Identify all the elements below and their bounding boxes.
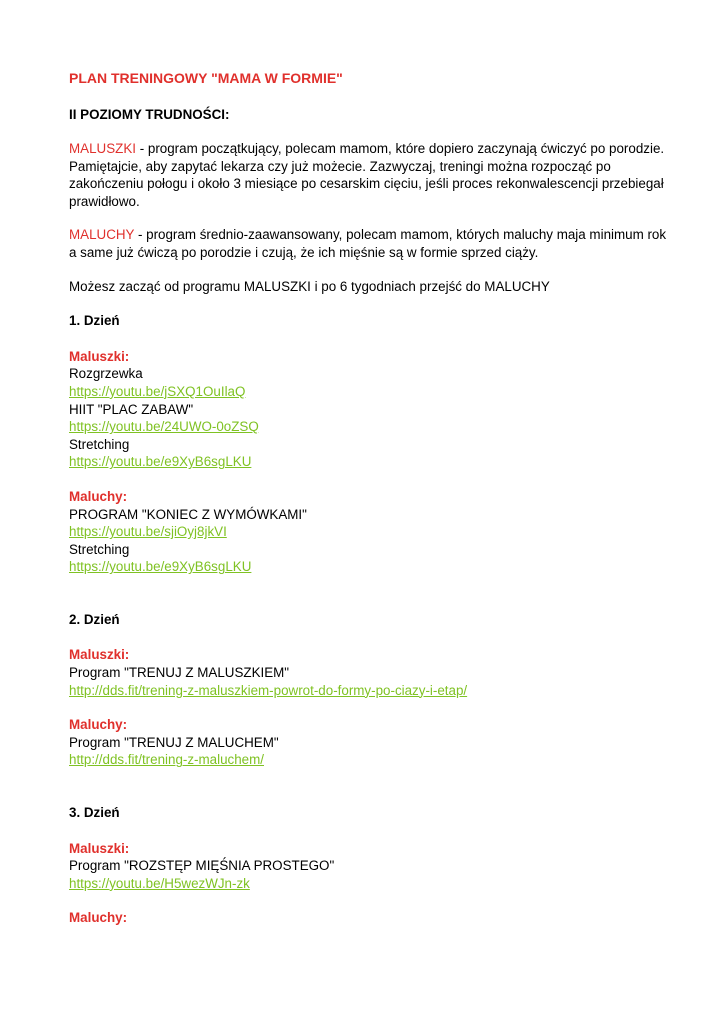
section-title: Maluszki:: [69, 647, 130, 663]
video-link[interactable]: https://youtu.be/H5wezWJn-zk: [69, 875, 250, 891]
video-link[interactable]: https://youtu.be/e9XyB6sgLKU: [69, 559, 252, 575]
section-title: Maluszki:: [69, 348, 130, 364]
exercise-label: Program "TRENUJ Z MALUSZKIEM": [69, 665, 290, 681]
page-title: PLAN TRENINGOWY "MAMA W FORMIE": [69, 70, 343, 86]
program-note: Możesz zacząć od programu MALUSZKI i po 6 tygodniach przejść do MALUCHY: [69, 278, 550, 294]
section-title: Maluchy:: [69, 488, 128, 504]
section-title: Maluchy:: [69, 717, 128, 733]
video-link[interactable]: https://youtu.be/24UWO-0oZSQ: [69, 419, 259, 435]
exercise-label: Rozgrzewka: [69, 366, 143, 382]
levels-heading: II POZIOMY TRUDNOŚCI:: [69, 107, 230, 122]
exercise-label: Program "ROZSTĘP MIĘŚNIA PROSTEGO": [69, 858, 335, 874]
day-title: 2. Dzień: [69, 611, 120, 627]
exercise-label: Stretching: [69, 436, 130, 452]
exercise-label: Stretching: [69, 541, 130, 557]
section-title: Maluszki:: [69, 840, 130, 856]
day-section-maluchy: [69, 716, 669, 769]
program-link[interactable]: http://dds.fit/trening-z-maluszkiem-powrot-do-formy-po-ciazy-i-etap/: [69, 682, 468, 698]
day-title: 1. Dzień: [69, 313, 120, 329]
exercise-label: PROGRAM "KONIEC Z WYMÓWKAMI": [69, 506, 307, 522]
day-section-maluszki: [69, 646, 669, 699]
day-section-maluszki: [69, 840, 669, 893]
level-description: - program początkujący, polecam mamom, które dopiero zaczynają ćwiczyć po porodzie. Pamiętajcie, aby zapytać lekarza czy już możecie. Zazwyczaj, treningi można rozpocząć po zakończeniu połogu i około 3 miesiące po cesarskim cięciu, jeśli proces rekonwalescencji przebiegał prawidłowo.: [69, 141, 665, 209]
level-maluchy-paragraph: [69, 226, 669, 261]
level-maluszki-paragraph: [69, 140, 669, 210]
exercise-label: HIIT "PLAC ZABAW": [69, 401, 194, 417]
day-title: 3. Dzień: [69, 805, 120, 821]
day-section-maluchy: [69, 909, 669, 927]
video-link[interactable]: https://youtu.be/e9XyB6sgLKU: [69, 454, 252, 470]
day-section-maluszki: [69, 348, 669, 471]
section-title: Maluchy:: [69, 910, 128, 926]
exercise-label: Program "TRENUJ Z MALUCHEM": [69, 734, 279, 750]
level-description: - program średnio-zaawansowany, polecam mamom, których maluchy maja minimum rok a same już ćwiczą po porodzie i czują, że ich mięśnie są w formie sprzed ciąży.: [69, 227, 667, 260]
day-spacer: [69, 593, 669, 611]
program-link[interactable]: http://dds.fit/trening-z-maluchem/: [69, 752, 264, 768]
video-link[interactable]: https://youtu.be/jSXQ1OuIlaQ: [69, 383, 246, 399]
video-link[interactable]: https://youtu.be/sjiOyj8jkVI: [69, 524, 227, 540]
document-content: [69, 68, 669, 944]
level-name: MALUSZKI: [69, 141, 136, 156]
day-spacer: [69, 786, 669, 804]
day-section-maluchy: [69, 488, 669, 576]
level-name: MALUCHY: [69, 227, 135, 243]
